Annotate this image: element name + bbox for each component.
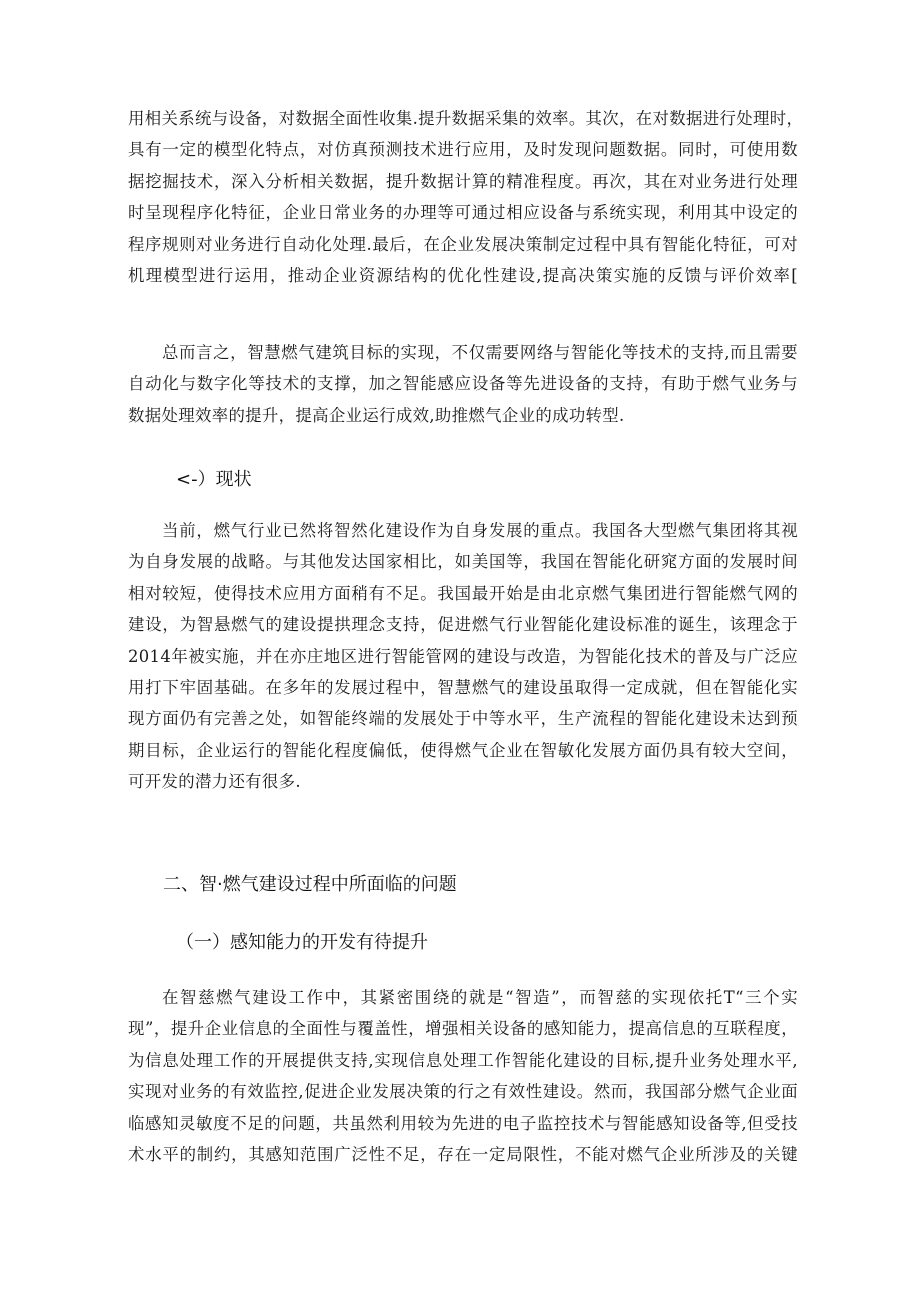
text-line: 具有一定的模型化特点，对仿真预测技术进行应用，及时发现问题数据。同时，可使用数 (128, 140, 798, 160)
text-line: 用相关系统与设备，对数据全面性收集.提升数据采集的效率。其次，在对数据进行处理时， (128, 109, 804, 128)
paragraph-sensing-ability (128, 982, 798, 1170)
text-line: 现方面仍有完善之处，如智能终端的发展处于中等水平，生产流程的智能化建设未达到预 (128, 709, 798, 729)
text-line: 自动化与数字化等技术的支撑，加之智能感应设备等先进设备的支持，有助于燃气业务与 (128, 374, 798, 394)
text-line: 在智慈燃气建设工作中，其紧密围绕的就是“智造”，而智慈的实现依托T“三个实 (162, 988, 798, 1007)
text-line: 为信息处理工作的开展提供支持,实现信息处理工作智能化建设的目标,提升业务处理水平, (128, 1050, 798, 1070)
text-line: 临感知灵敏度不足的问题，共虽然利用较为先进的电子监控技术与智能感知设备等,但受技 (128, 1113, 798, 1133)
heading-status: <-）现状 (176, 469, 252, 490)
text-line: 据挖掘技术，深入分析相关数据，提升数据计算的精准程度。再次，其在对业务进行处理 (128, 171, 798, 191)
text-line: 相对较短，使得技术应用方面稍有不足。我国最开始是由北京燃气集团进行智能燃气网的 (128, 583, 798, 603)
text-line: 当前，燃气行业已然将智然化建设作为自身发展的重点。我国各大型燃气集团将其视 (162, 521, 798, 540)
text-line: 现”，提升企业信息的全面性与覆盖性，增强相关设备的感知能力，提高信息的互联程度， (128, 1019, 798, 1039)
paragraph-data-processing (128, 103, 804, 291)
text-line: 时呈现程序化特征，企业日常业务的办理等可通过相应设备与系统实现，利用其中设定的 (128, 203, 798, 223)
text-line: 建设，为智悬燃气的建设提拱理念支持，促进燃气行业智能化建设标准的诞生，该理念于 (128, 615, 798, 635)
text-line: 2014年被实施，并在亦庄地区进行智能管网的建设与改造，为智能化技术的普及与广泛应 (128, 646, 798, 666)
text-line: 用打下牢固基础。在多年的发展过程中，智慧燃气的建设虽取得一定成就，但在智能化实 (128, 677, 798, 697)
text-line: 机理模型进行运用，推动企业资源结构的优化性建设,提高决策实施的反馈与评价效率[ (128, 265, 798, 285)
text-line: 期目标，企业运行的智能化程度偏低，使得燃气企业在智敏化发展方面仍具有较大空间， (128, 740, 798, 760)
heading-sensing-ability: （一）感知能力的开发有待提升 (176, 932, 428, 953)
paragraph-current-status (128, 515, 798, 798)
text-line: 为自身发展的战略。与其他发达国家相比，如美国等，我国在智能化研窕方面的发展时间 (128, 552, 798, 572)
paragraph-summary (128, 337, 798, 431)
text-line: 数据处理效率的提升，提高企业运行成效,助推燃气企业的成功转型. (128, 405, 625, 425)
text-line: 总而言之，智慧燃气建筑目标的实现，不仅需要网络与智能化等技术的支持,而且需要 (162, 343, 798, 362)
text-line: 实现对业务的有效监控,促进企业发展决策的行之有效性建设。然而，我国部分燃气企业面 (128, 1082, 798, 1102)
text-line: 可开发的潜力还有很多. (128, 772, 301, 792)
text-line: 程序规则对业务进行自动化处理.最后，在企业发展决策制定过程中具有智能化特征，可对 (128, 234, 798, 254)
heading-section-2: 二、智·燃气建设过程中所面临的问题 (163, 874, 457, 895)
text-line: 术水平的制约，其感知范围广泛性不足，存在一定局限性，不能对燃气企业所涉及的关键 (128, 1144, 798, 1164)
